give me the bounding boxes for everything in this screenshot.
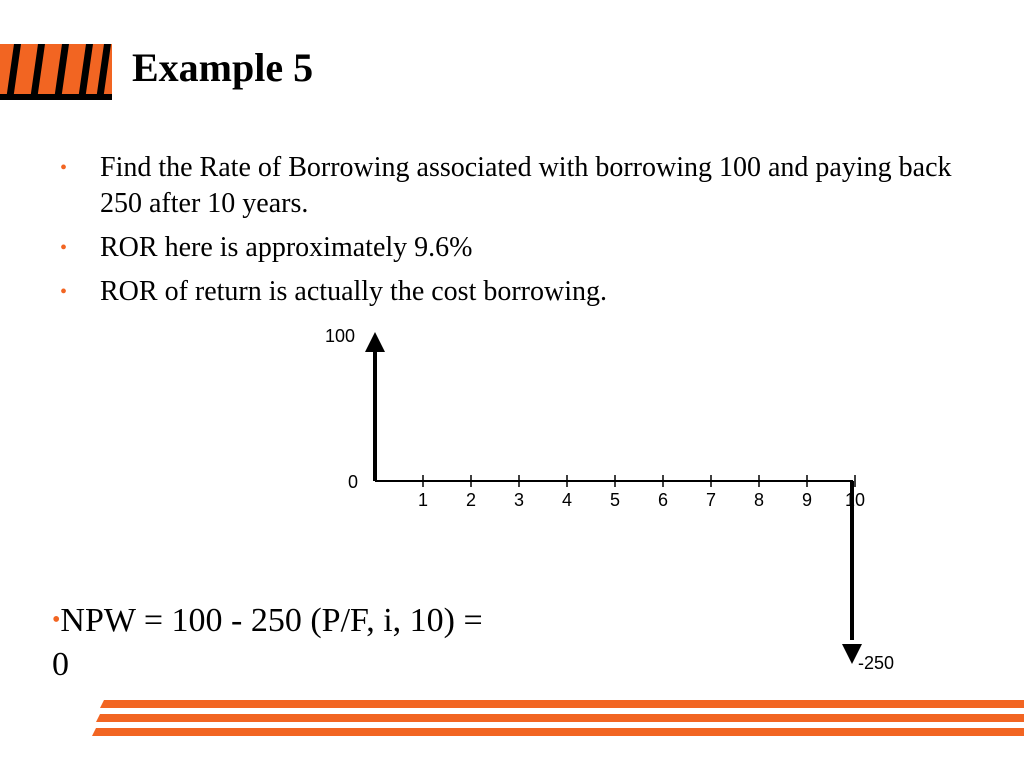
footer-decoration [0,696,1024,740]
period-label: 5 [609,490,621,510]
bullet-list [60,150,960,318]
period-label: 10 [844,490,866,510]
bullet-dot-icon: • [60,157,68,179]
npw-equation [52,598,652,687]
period-label: 2 [465,490,477,510]
period-label: 6 [657,490,669,510]
slide-title: Example 5 [132,45,314,90]
npw-line-1: NPW = 100 - 250 (P/F, i, 10) = [60,602,483,639]
zero-label: 0 [347,472,358,492]
bullet-dot-icon: • [60,237,68,259]
bullet-item [60,274,960,310]
bullet-item [60,150,960,222]
bullet-text: Find the Rate of Borrowing associated with borrowing 100 and paying back 250 after 10 years. [100,152,952,219]
period-label: 1 [417,490,429,510]
bullet-text: ROR of return is actually the cost borrowing. [100,276,608,307]
period-label: 4 [561,490,573,510]
logo-stripes-icon [0,44,112,100]
bullet-dot-icon: • [60,281,68,303]
bullet-text: ROR here is approximately 9.6% [100,232,473,263]
outflow-label: -250 [858,653,895,673]
bullet-item [60,230,960,266]
period-label: 3 [513,490,525,510]
arrow-up-icon [365,332,385,352]
npw-line-2: 0 [52,646,69,683]
bullet-dot-icon: • [52,607,61,633]
period-label: 8 [753,490,765,510]
period-label: 7 [705,490,717,510]
period-label: 9 [801,490,813,510]
inflow-label: 100 [324,326,355,346]
